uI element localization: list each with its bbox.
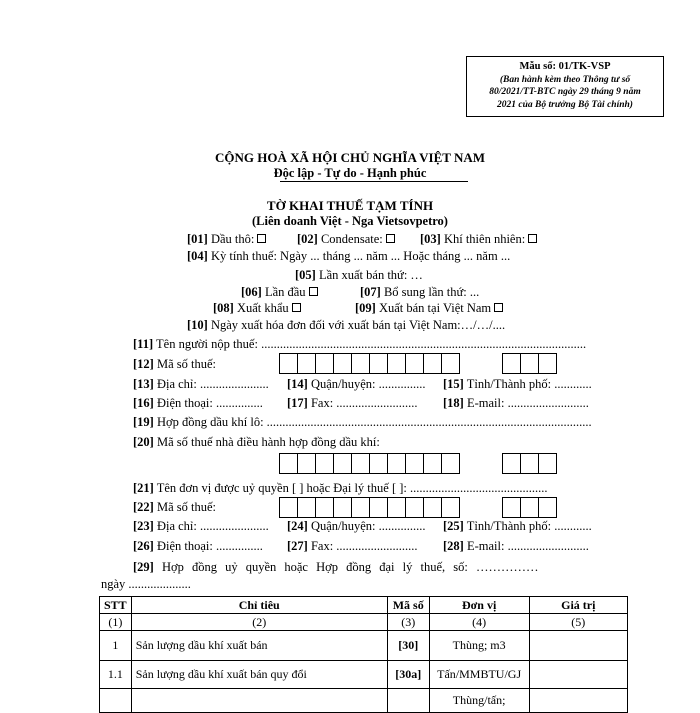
field-09: [09] Xuất bán tại Việt Nam — [355, 301, 503, 316]
row-value[interactable] — [529, 661, 627, 689]
row-value[interactable] — [529, 631, 627, 661]
col-header: Giá trị — [529, 597, 627, 614]
row-code — [387, 689, 429, 713]
page-title: TỜ KHAI THUẾ TẠM TÍNH — [266, 198, 434, 213]
field-03: [03] Khí thiên nhiên: — [420, 232, 537, 247]
field-02: [02] Condensate: — [297, 232, 395, 247]
field-05: [05] Lần xuất bán thứ: … — [295, 268, 423, 282]
row-indicator — [131, 689, 387, 713]
field-18: [18] E-mail: .......................... — [443, 396, 589, 410]
row-unit: Thùng/tấn; — [429, 689, 529, 713]
form-code-box — [466, 56, 664, 117]
field-16: [16] Điện thoại: ............... — [133, 396, 263, 410]
row-code: [30a] — [387, 661, 429, 689]
col-number: (4) — [429, 614, 529, 631]
motto-underline — [280, 181, 468, 182]
table-number-row — [100, 614, 628, 631]
field-14: [14] Quận/huyện: ............... — [287, 377, 426, 391]
field-11: [11] Tên người nộp thuế: ........................................................................................................ — [133, 337, 587, 351]
form-note-3: 2021 của Bộ trưởng Bộ Tài chính) — [497, 99, 633, 110]
table-header-row — [100, 597, 628, 614]
field-28: [28] E-mail: .......................... — [443, 539, 589, 553]
field-13: [13] Địa chỉ: ...................... — [133, 377, 269, 391]
field-04: [04] Kỳ tính thuế: Ngày ... tháng ... năm ... Hoặc tháng ... năm ... — [187, 249, 511, 263]
field-17: [17] Fax: .......................... — [287, 396, 418, 410]
form-note-1: (Ban hành kèm theo Thông tư số — [499, 74, 631, 85]
data-table — [99, 596, 628, 713]
checkbox-08[interactable] — [292, 303, 301, 312]
tax-code-boxes-22[interactable] — [279, 497, 459, 518]
table-row — [100, 689, 628, 713]
field-22: [22] Mã số thuế: — [133, 500, 216, 514]
checkbox-02[interactable] — [386, 234, 395, 243]
col-header: Chỉ tiêu — [131, 597, 387, 614]
col-number: (3) — [387, 614, 429, 631]
field-26: [26] Điện thoại: ............... — [133, 539, 263, 553]
row-code: [30] — [387, 631, 429, 661]
col-number: (2) — [131, 614, 387, 631]
field-29-continued: ngày .................... — [101, 577, 191, 591]
field-24: [24] Quận/huyện: ............... — [287, 519, 426, 533]
form-code: Mẫu số: 01/TK-VSP — [519, 61, 611, 72]
col-header: Mã số — [387, 597, 429, 614]
row-indicator: Sản lượng dầu khí xuất bán — [131, 631, 387, 661]
checkbox-01[interactable] — [257, 234, 266, 243]
checkbox-09[interactable] — [494, 303, 503, 312]
row-value[interactable] — [529, 689, 627, 713]
page-subtitle: (Liên doanh Việt - Nga Vietsovpetro) — [252, 214, 448, 228]
checkbox-06[interactable] — [309, 287, 318, 296]
row-indicator: Sản lượng dầu khí xuất bán quy đổi — [131, 661, 387, 689]
field-08: [08] Xuất khẩu — [213, 301, 301, 316]
row-stt: 1 — [100, 631, 132, 661]
tax-code-suffix-22[interactable] — [502, 497, 556, 518]
col-number: (1) — [100, 614, 132, 631]
field-27: [27] Fax: .......................... — [287, 539, 418, 553]
row-stt — [100, 689, 132, 713]
table-row — [100, 631, 628, 661]
field-12: [12] Mã số thuế: — [133, 357, 216, 371]
tax-code-boxes-20[interactable] — [279, 453, 459, 474]
table-row — [100, 661, 628, 689]
col-number: (5) — [529, 614, 627, 631]
field-06: [06] Lần đầu — [241, 285, 318, 300]
field-15: [15] Tỉnh/Thành phố: ............ — [443, 377, 592, 391]
field-20: [20] Mã số thuế nhà điều hành hợp đồng dầu khí: — [133, 435, 380, 449]
form-note-2: 80/2021/TT-BTC ngày 29 tháng 9 năm — [489, 87, 641, 97]
row-unit: Thùng; m3 — [429, 631, 529, 661]
row-stt: 1.1 — [100, 661, 132, 689]
tax-code-suffix-20[interactable] — [502, 453, 556, 474]
field-19: [19] Hợp đồng dầu khí lô: ........................................................................................................ — [133, 415, 592, 429]
motto: Độc lập - Tự do - Hạnh phúc — [273, 166, 427, 180]
field-10: [10] Ngày xuất hóa đơn đối với xuất bán tại Việt Nam:…/…/.... — [187, 318, 506, 332]
field-07: [07] Bổ sung lần thứ: ... — [360, 285, 480, 299]
tax-code-boxes-12[interactable] — [279, 353, 459, 374]
country-header: CỘNG HOÀ XÃ HỘI CHỦ NGHĨA VIỆT NAM — [214, 150, 486, 165]
field-29: [29] Hợp đồng uỷ quyền hoặc Hợp đồng đại lý thuế, số: …………… — [133, 560, 539, 574]
tax-code-suffix-12[interactable] — [502, 353, 556, 374]
field-23: [23] Địa chỉ: ...................... — [133, 519, 269, 533]
col-header: STT — [100, 597, 132, 614]
checkbox-03[interactable] — [528, 234, 537, 243]
field-25: [25] Tỉnh/Thành phố: ............ — [443, 519, 592, 533]
col-header: Đơn vị — [429, 597, 529, 614]
row-unit: Tấn/MMBTU/GJ — [429, 661, 529, 689]
field-01: [01] Dầu thô: — [187, 232, 266, 247]
field-21: [21] Tên đơn vị được uỷ quyền [ ] hoặc Đại lý thuế [ ]: ............................................ — [133, 481, 548, 495]
